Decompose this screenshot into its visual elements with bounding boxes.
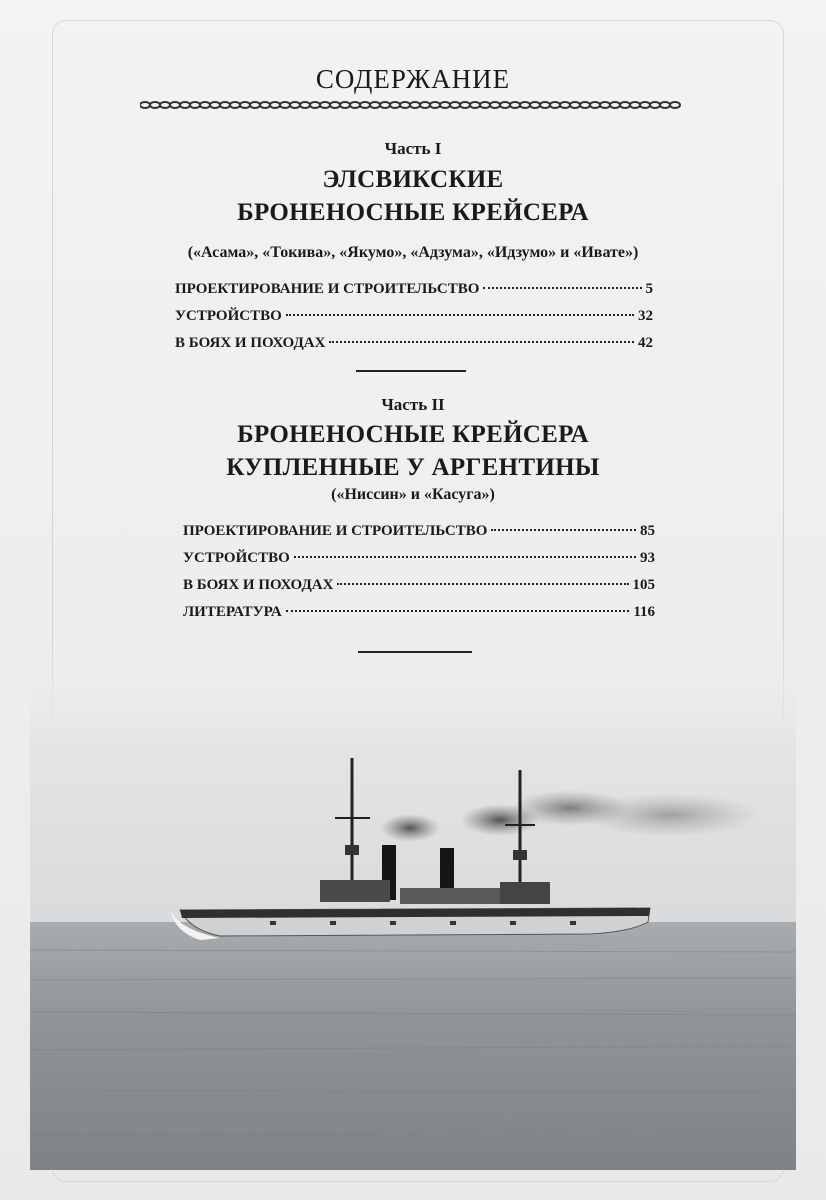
chain-link	[250, 102, 260, 108]
dot-leader	[286, 610, 630, 612]
part2-label: Часть II	[381, 395, 445, 414]
part1-label: Часть I	[384, 139, 442, 158]
toc-entry-page: 93	[640, 550, 655, 566]
cruiser-photo	[30, 640, 796, 1170]
chain-link	[490, 102, 500, 108]
chain-link	[640, 102, 650, 108]
chain-link	[150, 102, 160, 108]
part1-heading-line2: БРОНЕНОСНЫЕ КРЕЙСЕРА	[237, 199, 589, 226]
chain-link	[310, 102, 320, 108]
chain-link	[430, 102, 440, 108]
part2-heading-line1: БРОНЕНОСНЫЕ КРЕЙСЕРА	[237, 421, 589, 448]
toc-entry-title: УСТРОЙСТВО	[183, 550, 290, 566]
chain-link	[200, 102, 210, 108]
chain-link	[380, 102, 390, 108]
chain-link	[550, 102, 560, 108]
chain-link	[580, 102, 590, 108]
toc-entry-title: ПРОЕКТИРОВАНИЕ И СТРОИТЕЛЬСТВО	[183, 523, 488, 539]
chain-link	[630, 102, 640, 108]
dot-leader	[286, 314, 634, 316]
part2-heading-line2: КУПЛЕННЫЕ У АРГЕНТИНЫ	[226, 454, 600, 481]
chain-link	[460, 102, 470, 108]
chain-link	[270, 102, 280, 108]
chain-link	[660, 102, 670, 108]
chain-link	[410, 102, 420, 108]
chain-link	[280, 102, 290, 108]
chain-link	[620, 102, 630, 108]
dot-leader	[329, 341, 634, 343]
chain-link	[320, 102, 330, 108]
contents-title: СОДЕРЖАНИЕ	[315, 64, 511, 94]
toc-entry[interactable]	[183, 604, 655, 631]
toc-entry[interactable]	[183, 550, 655, 577]
chain-link	[420, 102, 430, 108]
dot-leader	[294, 556, 636, 558]
toc-entry-title: В БОЯХ И ПОХОДАХ	[183, 577, 334, 593]
chain-link	[600, 102, 610, 108]
chain-link	[330, 102, 340, 108]
chain-link	[560, 102, 570, 108]
section-divider	[358, 651, 472, 653]
chain-link	[370, 102, 380, 108]
part1-ships: («Асама», «Токива», «Якумо», «Адзума», «Идзумо» и «Ивате»)	[187, 244, 639, 261]
dot-leader	[337, 583, 628, 585]
section-divider	[356, 370, 466, 372]
toc-entry[interactable]	[175, 308, 653, 335]
part2-toc	[183, 523, 655, 631]
chain-link	[400, 102, 410, 108]
chain-link	[590, 102, 600, 108]
toc-entry-page: 32	[638, 308, 653, 324]
chain-link	[140, 102, 150, 108]
toc-entry-title: В БОЯХ И ПОХОДАХ	[175, 335, 326, 351]
chain-link	[350, 102, 360, 108]
toc-entry[interactable]	[175, 335, 653, 362]
toc-entry-page: 5	[645, 281, 653, 297]
chain-link	[390, 102, 400, 108]
chain-link	[190, 102, 200, 108]
chain-link	[290, 102, 300, 108]
chain-link	[170, 102, 180, 108]
toc-entry-page: 105	[632, 577, 655, 593]
chain-link	[260, 102, 270, 108]
chain-link	[570, 102, 580, 108]
chain-link	[180, 102, 190, 108]
chain-link	[450, 102, 460, 108]
chain-link	[520, 102, 530, 108]
toc-entry-page: 42	[638, 335, 653, 351]
chain-divider	[140, 99, 686, 111]
chain-link	[610, 102, 620, 108]
chain-link	[670, 102, 680, 108]
chain-link	[340, 102, 350, 108]
chain-link	[510, 102, 520, 108]
toc-entry[interactable]	[175, 281, 653, 308]
toc-entry-title: УСТРОЙСТВО	[175, 308, 282, 324]
dot-leader	[483, 287, 641, 289]
chain-link	[210, 102, 220, 108]
toc-entry-title: ЛИТЕРАТУРА	[183, 604, 282, 620]
chain-link	[360, 102, 370, 108]
toc-entry[interactable]	[183, 523, 655, 550]
chain-link	[540, 102, 550, 108]
chain-link	[160, 102, 170, 108]
toc-entry[interactable]	[183, 577, 655, 604]
cruiser-photo-image	[30, 640, 796, 1170]
chain-link	[500, 102, 510, 108]
chain-link	[530, 102, 540, 108]
chain-link	[220, 102, 230, 108]
chain-link	[480, 102, 490, 108]
part1-toc	[175, 281, 653, 362]
chain-link	[650, 102, 660, 108]
toc-entry-title: ПРОЕКТИРОВАНИЕ И СТРОИТЕЛЬСТВО	[175, 281, 480, 297]
toc-entry-page: 85	[640, 523, 655, 539]
toc-entry-page: 116	[633, 604, 655, 620]
chain-link	[470, 102, 480, 108]
chain-link	[230, 102, 240, 108]
chain-link	[440, 102, 450, 108]
dot-leader	[491, 529, 636, 531]
chain-link	[240, 102, 250, 108]
chain-link	[300, 102, 310, 108]
part1-heading-line1: ЭЛСВИКСКИЕ	[322, 166, 504, 193]
part2-ships: («Ниссин» и «Касуга»)	[331, 486, 495, 503]
